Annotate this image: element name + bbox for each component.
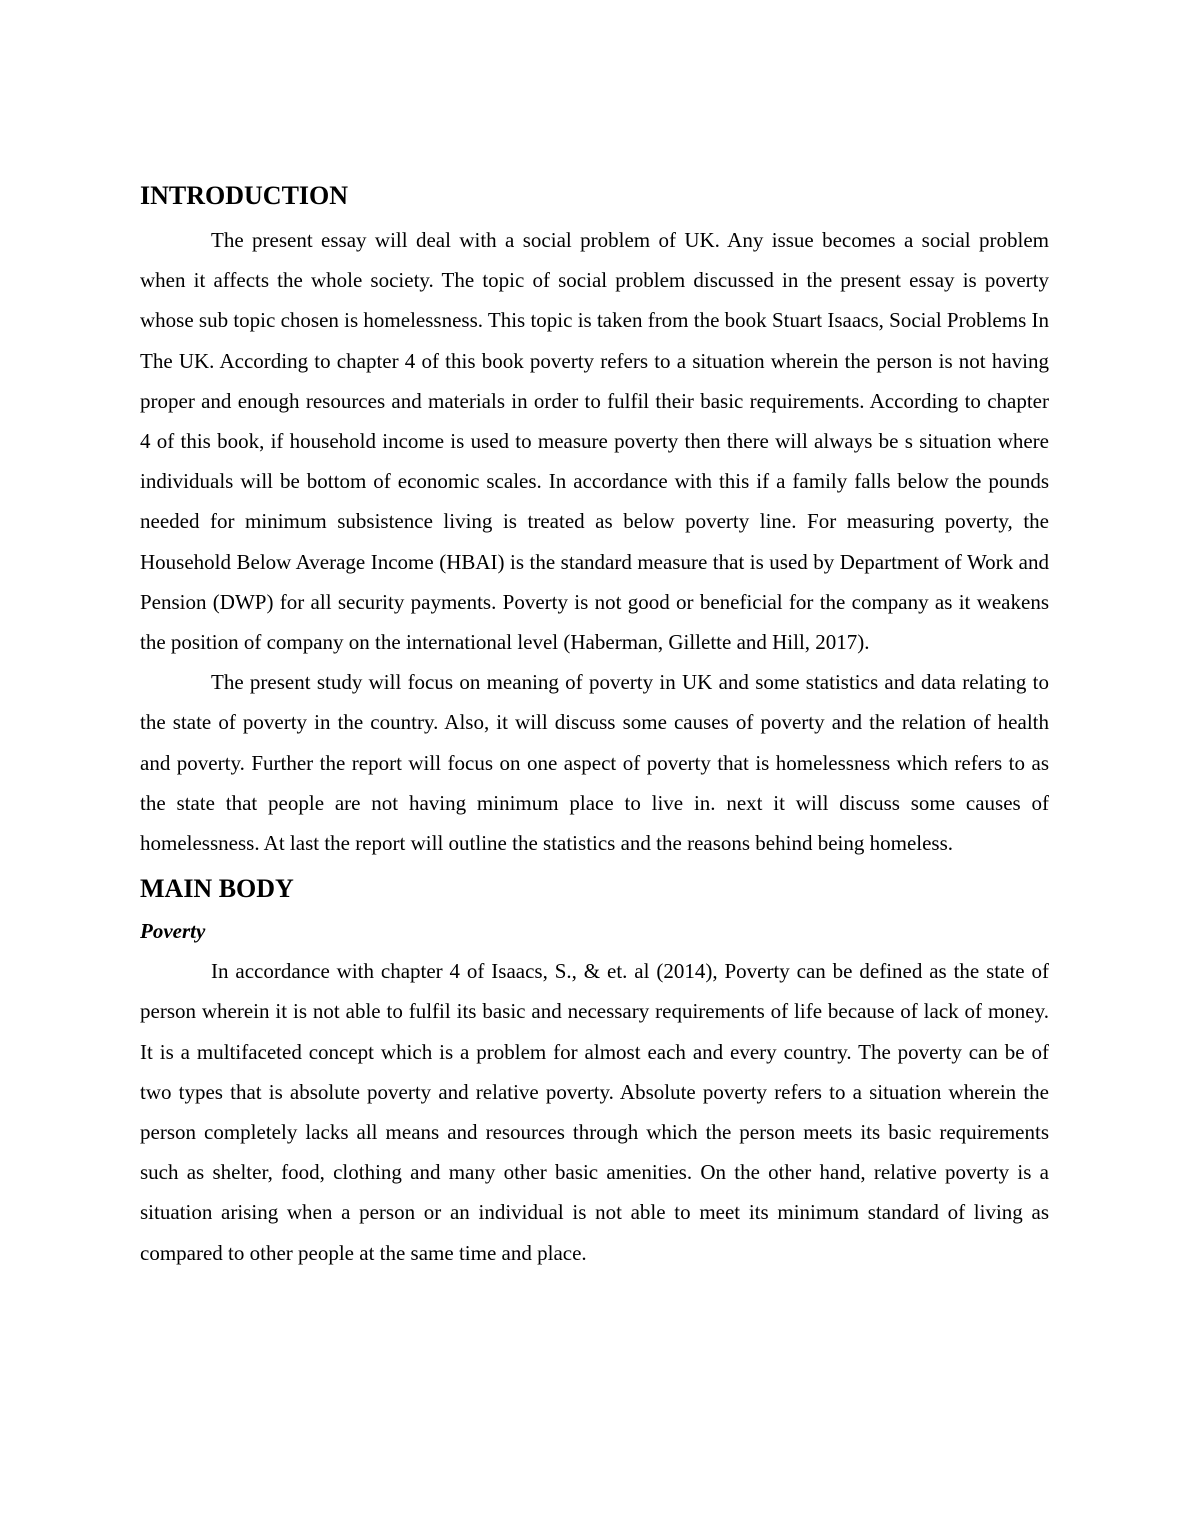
main-body-heading: MAIN BODY: [140, 874, 294, 904]
poverty-paragraph: In accordance with chapter 4 of Isaacs, S., & et. al (2014), Poverty can be defined as the state of person wherein it is not able to fulfil its basic and necessary requirements of life because of lack of money. It is a multifaceted concept which is a problem for almost each and every country. The poverty can be of two types that is absolute poverty and relative poverty. Absolute poverty refers to a situation wherein the person completely lacks all means and resources through which the person meets its basic requirements such as shelter, food, clothing and many other basic amenities. On the other hand, relative poverty is a situation arising when a person or an individual is not able to meet its minimum standard of living as compared to other people at the same time and place.: [140, 959, 1049, 1265]
introduction-heading: INTRODUCTION: [140, 181, 349, 210]
introduction-paragraph-2: The present study will focus on meaning of poverty in UK and some statistics and data relating to the state of poverty in the country. Also, it will discuss some causes of poverty and the relation of health and poverty. Further the report will focus on one aspect of poverty that is homelessness which refers to as the state that people are not having minimum place to live in. next it will discuss some causes of homelessness. At last the report will outline the statistics and the reasons behind being homeless.: [140, 670, 1049, 856]
poverty-subheading: Poverty: [140, 919, 206, 944]
introduction-paragraph-1: The present essay will deal with a social problem of UK. Any issue becomes a social problem when it affects the whole society. The topic of social problem discussed in the present essay is poverty whose sub topic chosen is homelessness. This topic is taken from the book Stuart Isaacs, Social Problems In The UK. According to chapter 4 of this book poverty refers to a situation wherein the person is not having proper and enough resources and materials in order to fulfil their basic requirements. According to chapter 4 of this book, if household income is used to measure poverty then there will always be s situation where individuals will be bottom of economic scales. In accordance with this if a family falls below the pounds needed for minimum subsistence living is treated as below poverty line. For measuring poverty, the Household Below Average Income (HBAI) is the standard measure that is used by Department of Work and Pension (DWP) for all security payments. Poverty is not good or beneficial for the company as it weakens the position of company on the international level (Haberman, Gillette and Hill, 2017).: [140, 228, 1049, 655]
document-body: [140, 178, 1049, 1273]
